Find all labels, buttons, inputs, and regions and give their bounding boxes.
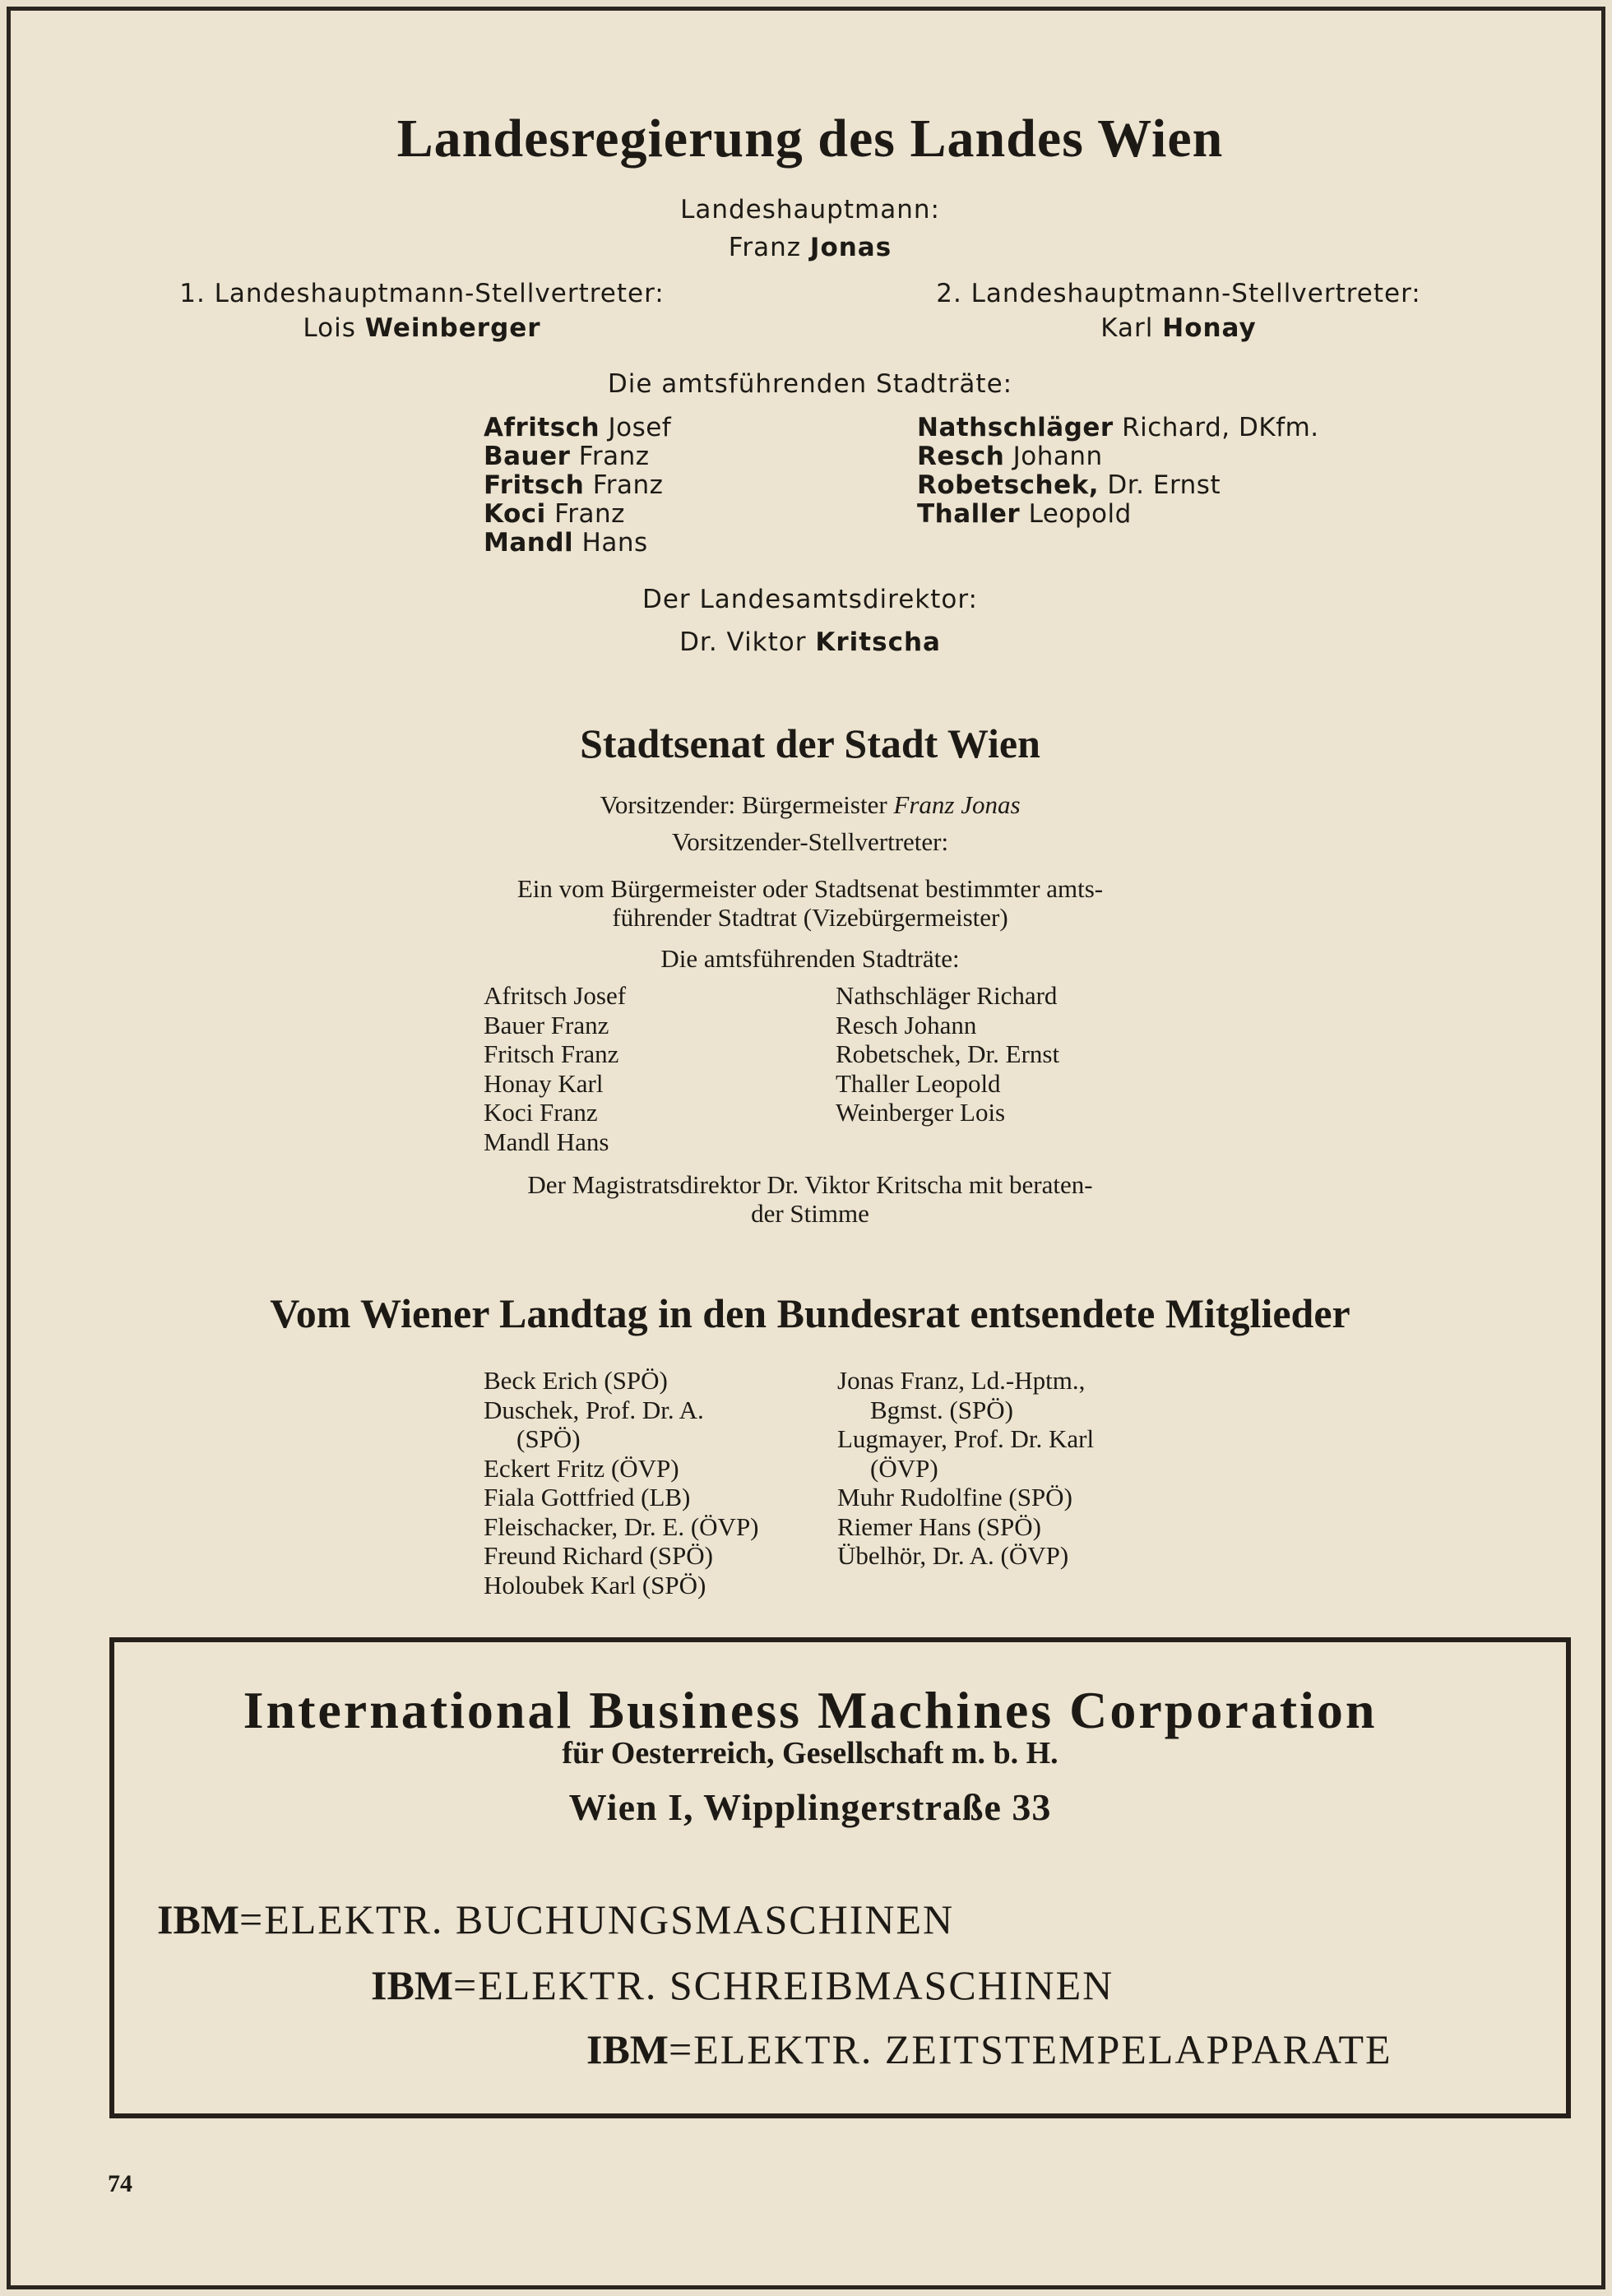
list-item: Koci Franz: [484, 1098, 598, 1127]
ibm-product-line-1: IBM=ELEKTR. BUCHUNGSMASCHINEN: [157, 1896, 955, 1942]
bundesrat-left: [484, 1366, 759, 1599]
list-item: Afritsch Josef: [484, 981, 627, 1010]
bundesrat-right: [837, 1366, 1094, 1571]
stv2-first-name: Karl: [1100, 313, 1154, 343]
list-item: Resch Johann: [836, 1010, 977, 1039]
page-number: 74: [108, 2170, 132, 2197]
list-item: Nathschläger Richard: [836, 981, 1058, 1010]
stv2-label: 2. Landeshauptmann-Stellvertreter:: [936, 279, 1421, 308]
vorsitzender-stv-text-1: Ein vom Bürgermeister oder Stadtsenat bestimmter amts-: [516, 874, 1104, 903]
vorsitzender-stv-text-2: führender Stadtrat (Vizebürgermeister): [612, 903, 1008, 932]
ibm-logo: IBM: [157, 1896, 239, 1942]
stv1-first-name: Lois: [303, 313, 356, 343]
stv1-label: 1. Landeshauptmann-Stellvertreter:: [179, 279, 665, 308]
list-item: Riemer Hans (SPÖ): [837, 1511, 1041, 1541]
stv1-name: [11, 313, 833, 343]
stadtsenat-title: Stadtsenat der Stadt Wien: [580, 720, 1040, 766]
landeshauptmann-name: [11, 233, 1610, 262]
list-item: Robetschek, Dr. Ernst: [836, 1039, 1060, 1068]
list-item: Jonas Franz, Ld.-Hptm.,: [837, 1366, 1086, 1395]
vorsitzender-stv-label: Vorsitzender-Stellvertreter:: [671, 827, 949, 856]
ss-stadtraete-left: [484, 981, 626, 1156]
list-item: Fleischacker, Dr. E. (ÖVP): [484, 1511, 759, 1541]
landesregierung-title: Landesregierung des Landes Wien: [396, 109, 1224, 169]
list-item: Resch Johann: [917, 442, 1103, 471]
ibm-product-line-2: IBM=ELEKTR. SCHREIBMASCHINEN: [371, 1962, 1114, 2008]
lr-stadtraete-right: [917, 414, 1319, 529]
list-item: Bauer Franz: [484, 442, 650, 471]
stv2-last-name: Honay: [1162, 313, 1257, 343]
list-item: Fritsch Franz: [484, 470, 664, 500]
list-item: Mandl Hans: [484, 1127, 609, 1156]
list-item: Duschek, Prof. Dr. A.: [484, 1395, 704, 1424]
ibm-subsidiary: für Oesterreich, Gesellschaft m. b. H.: [562, 1736, 1058, 1771]
ss-stadtraete-label: Die amtsführenden Stadträte:: [660, 944, 960, 973]
list-item: Fritsch Franz: [484, 1039, 619, 1068]
list-item: Holoubek Karl (SPÖ): [484, 1570, 706, 1599]
list-item: Thaller Leopold: [917, 499, 1132, 529]
list-item: Bauer Franz: [484, 1010, 609, 1039]
list-item: Übelhör, Dr. A. (ÖVP): [837, 1541, 1069, 1570]
ss-stadtraete-right: [836, 981, 1059, 1127]
lh-first-name: Franz: [728, 233, 802, 262]
list-item: Eckert Fritz (ÖVP): [484, 1453, 679, 1483]
list-item: Weinberger Lois: [836, 1098, 1006, 1127]
list-item: Koci Franz: [484, 499, 625, 529]
lh-last-name: Jonas: [809, 233, 892, 262]
list-item: Nathschläger Richard, DKfm.: [917, 413, 1319, 442]
landesamtsdirektor-label: Der Landesamtsdirektor:: [642, 585, 978, 614]
magistratsdirektor-text-1: Der Magistratsdirektor Dr. Viktor Kritscha mit beraten-: [527, 1170, 1093, 1199]
list-item: Afritsch Josef: [484, 413, 672, 442]
ibm-logo: IBM: [371, 1962, 453, 2008]
ibm-product-line-3: IBM=ELEKTR. ZEITSTEMPELAPPARATE: [586, 2026, 1392, 2072]
list-item: Bgmst. (SPÖ): [870, 1395, 1013, 1424]
bundesrat-title: Vom Wiener Landtag in den Bundesrat entsendete Mitglieder: [270, 1290, 1350, 1336]
list-item: Lugmayer, Prof. Dr. Karl: [837, 1424, 1095, 1453]
list-item: (ÖVP): [870, 1453, 938, 1483]
list-item: Thaller Leopold: [836, 1068, 1001, 1098]
list-item: Beck Erich (SPÖ): [484, 1366, 668, 1395]
landesamtsdirektor-name: Dr. Viktor Kritscha: [679, 627, 941, 657]
list-item: Robetschek, Dr. Ernst: [917, 470, 1221, 500]
ibm-company-name: International Business Machines Corporation: [243, 1681, 1378, 1739]
lr-stadtraete-label: Die amtsführenden Stadträte:: [607, 369, 1013, 399]
list-item: Honay Karl: [484, 1068, 604, 1098]
list-item: Mandl Hans: [484, 528, 648, 558]
lr-stadtraete-left: [484, 414, 671, 558]
vorsitzender-line: Vorsitzender: Bürgermeister Franz Jonas: [600, 790, 1021, 819]
list-item: Freund Richard (SPÖ): [484, 1541, 713, 1570]
landeshauptmann-label: Landeshauptmann:: [680, 195, 940, 225]
ibm-logo: IBM: [586, 2026, 669, 2072]
magistratsdirektor-text-2: der Stimme: [751, 1199, 869, 1228]
stv2-name: [915, 313, 1442, 343]
stv1-last-name: Weinberger: [364, 313, 541, 343]
ibm-address: Wien I, Wipplingerstraße 33: [568, 1786, 1052, 1828]
list-item: (SPÖ): [516, 1424, 581, 1453]
page: [7, 7, 1605, 2289]
list-item: Fiala Gottfried (LB): [484, 1483, 691, 1511]
list-item: Muhr Rudolfine (SPÖ): [837, 1483, 1072, 1511]
